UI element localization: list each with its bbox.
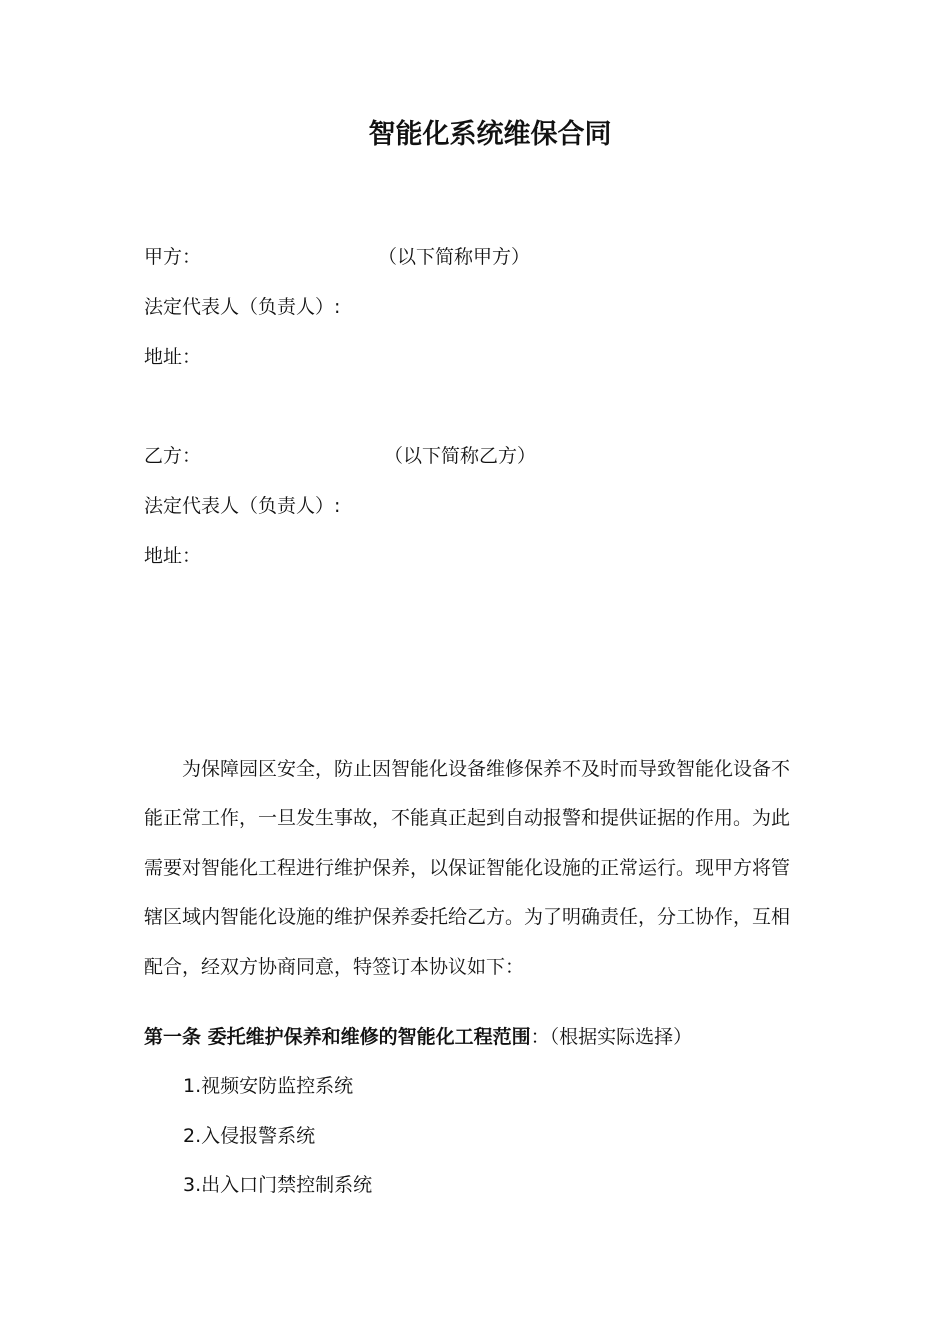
party-b-address: 地址： [144, 545, 202, 567]
preamble-line: 为保障园区安全，防止因智能化设备维修保养不及时而导致智能化设备不 [182, 758, 791, 780]
article-1-title: 第一条 委托维护保养和维修的智能化工程范围 [144, 1026, 531, 1048]
scope-item: 3.出入口门禁控制系统 [183, 1174, 373, 1196]
party-a-address: 地址： [144, 346, 202, 368]
party-b-note: （以下简称乙方） [384, 445, 537, 467]
party-a-label: 甲方： [144, 246, 202, 268]
party-b-legal-rep: 法定代表人（负责人）: [144, 495, 341, 517]
scope-item: 1.视频安防监控系统 [183, 1075, 354, 1097]
document-title: 智能化系统维保合同 [368, 119, 612, 150]
preamble-line: 辖区域内智能化设施的维护保养委托给乙方。为了明确责任，分工协作，互相 [144, 906, 791, 928]
preamble-line: 能正常工作，一旦发生事故，不能真正起到自动报警和提供证据的作用。为此 [144, 807, 791, 829]
scope-item: 2.入侵报警系统 [183, 1125, 316, 1147]
article-1-heading [144, 1024, 692, 1050]
party-a-legal-rep: 法定代表人（负责人）: [144, 296, 341, 318]
party-a-note: （以下简称甲方） [378, 246, 531, 268]
preamble-line: 配合，经双方协商同意，特签订本协议如下： [144, 956, 525, 978]
preamble-line: 需要对智能化工程进行维护保养，以保证智能化设施的正常运行。现甲方将管 [144, 857, 791, 879]
article-1-suffix: ：（根据实际选择） [530, 1026, 693, 1048]
party-b-label: 乙方： [144, 445, 202, 467]
